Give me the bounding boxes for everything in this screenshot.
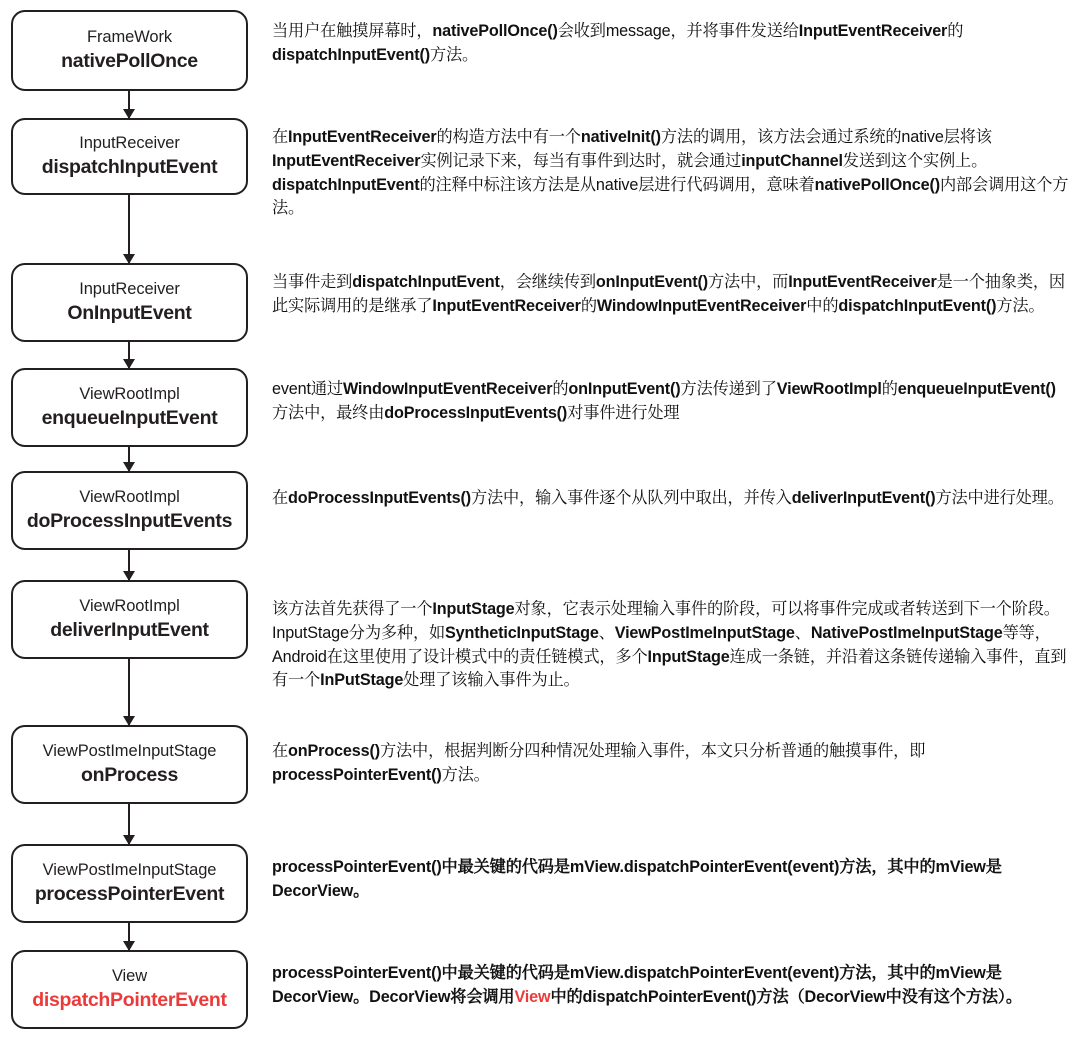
- flow-node-processPointerEvent[interactable]: [11, 844, 248, 923]
- flow-node-method-name: OnInputEvent: [67, 301, 192, 324]
- flow-node-method-name: dispatchPointerEvent: [32, 988, 227, 1011]
- flow-connector-arrow-2: [128, 195, 130, 263]
- flow-connector-arrow-5: [128, 550, 130, 580]
- flow-node-method-name: deliverInputEvent: [50, 618, 209, 641]
- flow-node-nativePollOnce[interactable]: [11, 10, 248, 91]
- note-deliver-input-event: 该方法首先获得了一个InputStage对象，它表示处理输入事件的阶段，可以将事件完成或者转送到下一个阶段。InputStage分为多种，如SyntheticInputStage、ViewPostImeInputStage、NativePostImeInputStage等等，Android在这里使用了设计模式中的责任链模式，多个InputStage连成一条链，并沿着这条链传递输入事件，直到有一个InPutStage处理了该输入事件为止。: [272, 600, 1067, 690]
- flow-node-class-name: FrameWork: [87, 28, 172, 47]
- flow-node-method-name: enqueueInputEvent: [41, 406, 218, 429]
- annotation-column: [272, 0, 1072, 1040]
- flow-node-doProcessInputEvents[interactable]: [11, 471, 248, 550]
- flow-connector-arrow-6: [128, 659, 130, 725]
- flow-node-dispatchInputEvent[interactable]: [11, 118, 248, 195]
- flow-connector-arrow-4: [128, 447, 130, 471]
- flow-node-method-name: nativePollOnce: [61, 49, 198, 72]
- note-dispatch-pointer-event: processPointerEvent()中最关键的代码是mView.dispatchPointerEvent(event)方法，其中的mView是DecorView。DecorView将会调用View中的dispatchPointerEvent()方法（DecorView中没有这个方法）。: [272, 964, 1022, 1006]
- flow-node-method-name: doProcessInputEvents: [26, 509, 233, 532]
- flow-node-class-name: ViewRootImpl: [79, 385, 180, 404]
- flow-node-class-name: ViewPostImeInputStage: [42, 742, 217, 761]
- flow-connector-arrow-8: [128, 923, 130, 950]
- flow-connector-arrow-1: [128, 91, 130, 118]
- note-do-process-input-events: 在doProcessInputEvents()方法中，输入事件逐个从队列中取出，并传入deliverInputEvent()方法中进行处理。: [272, 489, 1064, 507]
- flow-chart-column: [0, 0, 262, 1040]
- flow-node-method-name: processPointerEvent: [34, 882, 225, 905]
- note-on-process: 在onProcess()方法中，根据判断分四种情况处理输入事件，本文只分析普通的触摸事件，即processPointerEvent()方法。: [272, 742, 926, 784]
- flow-node-class-name: InputReceiver: [79, 134, 180, 153]
- flow-node-enqueueInputEvent[interactable]: [11, 368, 248, 447]
- flow-node-deliverInputEvent[interactable]: [11, 580, 248, 659]
- flow-node-class-name: View: [111, 967, 148, 986]
- flow-node-method-name: onProcess: [80, 763, 178, 786]
- note-on-input-event: 当事件走到dispatchInputEvent，会继续传到onInputEvent()方法中，而InputEventReceiver是一个抽象类，因此实际调用的是继承了InputEventReceiver的WindowInputEventReceiver中的dispatchInputEvent()方法。: [272, 273, 1065, 315]
- note-dispatch-input-event: 在InputEventReceiver的构造方法中有一个nativeInit()方法的调用，该方法会通过系统的native层将该InputEventReceiver实例记录下来，每当有事件到达时，就会通过inputChannel发送到这个实例上。 dispatchInputEvent的注释中标注该方法是从native层进行代码调用，意味着nativePollOnce()内部会调用这个方法。: [272, 128, 1069, 218]
- note-native-poll-once: 当用户在触摸屏幕时，nativePollOnce()会收到message，并将事件发送给InputEventReceiver的dispatchInputEvent()方法。: [272, 22, 964, 64]
- flow-node-class-name: ViewRootImpl: [79, 597, 180, 616]
- flow-node-OnInputEvent[interactable]: [11, 263, 248, 342]
- flow-node-dispatchPointerEvent[interactable]: [11, 950, 248, 1029]
- flow-node-method-name: dispatchInputEvent: [41, 155, 218, 178]
- flow-node-class-name: ViewPostImeInputStage: [42, 861, 217, 880]
- flow-node-class-name: ViewRootImpl: [79, 488, 180, 507]
- flow-node-onProcess[interactable]: [11, 725, 248, 804]
- note-process-pointer-event: processPointerEvent()中最关键的代码是mView.dispatchPointerEvent(event)方法，其中的mView是DecorView。: [272, 858, 1002, 900]
- flow-node-class-name: InputReceiver: [79, 280, 180, 299]
- flow-connector-arrow-3: [128, 342, 130, 368]
- note-enqueue-input-event: event通过WindowInputEventReceiver的onInputEvent()方法传递到了ViewRootImpl的enqueueInputEvent()方法中，最终由doProcessInputEvents()对事件进行处理: [272, 380, 1056, 422]
- flow-connector-arrow-7: [128, 804, 130, 844]
